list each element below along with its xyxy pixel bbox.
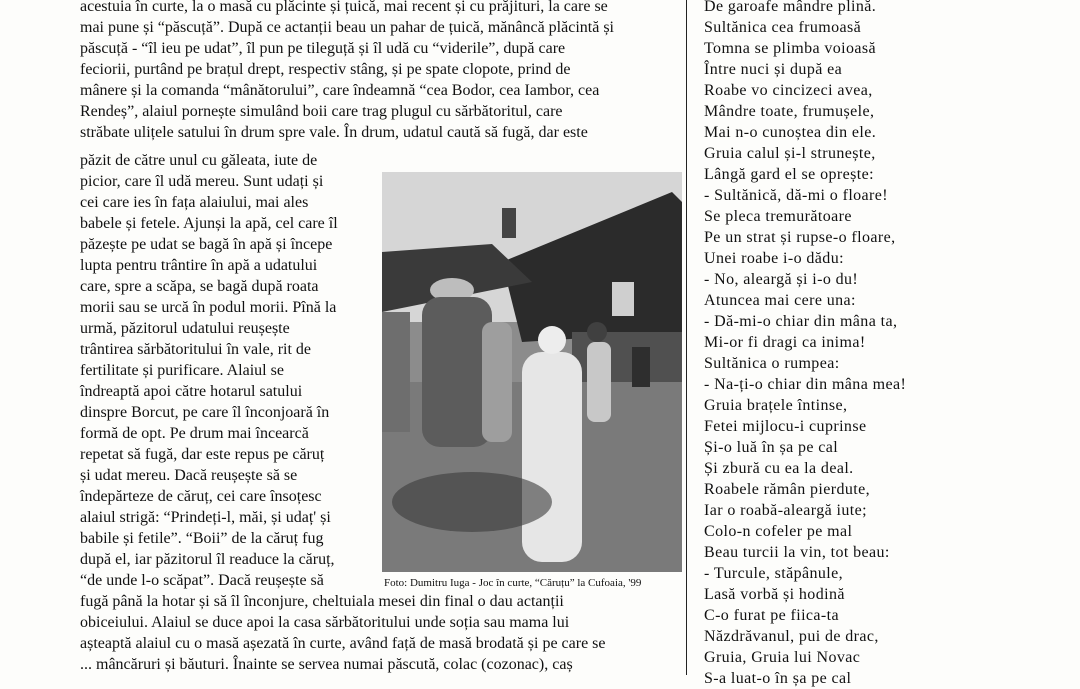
article-line: fertilitate și purificare. Alaiul se xyxy=(80,362,284,379)
article-line: dinspre Borcut, pe care îl înconjoară în xyxy=(80,404,330,421)
photo xyxy=(382,172,682,572)
article-line: fugă până la hotar și să îl înconjure, cheltuiala mesei din final o dau actanții xyxy=(80,593,564,610)
poem-line: Între nuci și după ea xyxy=(704,61,843,78)
article-line: care, spre a scăpa, se bagă după roata xyxy=(80,278,319,295)
article-line: repetat să fugă, dar este repus pe căruț xyxy=(80,446,325,463)
article-line: așteaptă alaiul cu o masă așezată în curte, având față de masă brodată și pe care se xyxy=(80,635,606,652)
poem-line: Lângă gard el se oprește: xyxy=(704,166,874,183)
poem-line: Roabe vo cincizeci avea, xyxy=(704,82,873,99)
article-line: obiceiului. Alaiul se duce apoi la casa sărbătoritului unde soția sau mama lui xyxy=(80,614,570,631)
poem-line: Și zbură cu ea la deal. xyxy=(704,460,854,477)
article-line: lupta pentru trântire în apă a udatului xyxy=(80,257,318,274)
article-line: feciorii, purtând pe brațul drept, respectiv stâng, și pe spate clopote, prind de xyxy=(80,61,571,78)
poem-line: Sultănica cea frumoasă xyxy=(704,19,862,36)
poem-line: Beau turcii la vin, tot beau: xyxy=(704,544,890,561)
photo-folk-dance-courtyard xyxy=(382,172,682,572)
poem-line: Gruia, Gruia lui Novac xyxy=(704,649,861,666)
article-line: formă de opt. Pe drum mai încearcă xyxy=(80,425,309,442)
poem-line: Lasă vorbă și hodină xyxy=(704,586,845,603)
article-line: Rendeș”, alaiul pornește simulând boii care trag plugul cu sărbătoritul, care xyxy=(80,103,563,120)
article-line: ... mâncăruri și băuturi. Înainte se servea numai păscută, colac (cozonac), caș xyxy=(80,656,573,673)
poem-line: Atuncea mai cere una: xyxy=(704,292,856,309)
poem-line: Gruia calul și-l strunește, xyxy=(704,145,876,162)
article-line: cei care ies în fața alaiului, mai ales xyxy=(80,194,309,211)
article-line: străbate ulițele satului în drum spre vale. În drum, udatul caută să fugă, dar este xyxy=(80,124,588,141)
article-line: după el, iar păzitorul îl readuce la căruț, xyxy=(80,551,335,568)
poem-line: - Sultănică, dă-mi o floare! xyxy=(704,187,889,204)
poem-line: - Dă-mi-o chiar din mâna ta, xyxy=(704,313,898,330)
article-line: păzește pe udat se bagă în apă și începe xyxy=(80,236,333,253)
article-line: păscuță - “îl ieu pe udat”, îl pun pe tileguță și îl udă cu “viderile”, după care xyxy=(80,40,566,57)
article-line: alaiul strigă: “Prindeți-l, măi, și udaț' și xyxy=(80,509,331,526)
poem-line: Iar o roabă-aleargă iute; xyxy=(704,502,867,519)
poem-line: Mi-or fi dragi ca inima! xyxy=(704,334,866,351)
article-line: babele și fetele. Ajunși la apă, cel care îl xyxy=(80,215,338,232)
photo-caption: Foto: Dumitru Iuga - Joc în curte, “Căruțu” la Cufoaia, '99 xyxy=(384,577,642,589)
poem-line: De garoafe mândre plină. xyxy=(704,0,877,15)
article-line: “de unde l-o scăpat”. Dacă reușește să xyxy=(80,572,324,589)
poem-line: Tomna se plimba voioasă xyxy=(704,40,877,57)
poem-line: Sultănica o rumpea: xyxy=(704,355,840,372)
column-rule xyxy=(686,0,687,675)
article-line: morii sau se urcă în podul morii. Pînă la xyxy=(80,299,337,316)
poem-line: Fetei mijlocu-i cuprinse xyxy=(704,418,867,435)
article-line: îndreaptă apoi către hotarul satului xyxy=(80,383,303,400)
poem-line: Mai n-o cunoștea din ele. xyxy=(704,124,877,141)
article-line: păzit de către unul cu găleata, iute de xyxy=(80,152,318,169)
article-line: babile și fetile”. “Boii” de la căruț fug xyxy=(80,530,324,547)
article-line: mânere și la comanda “mânătorului”, care îndeamnă “cea Bodor, cea Iambor, cea xyxy=(80,82,600,99)
poem-line: S-a luat-o în șa pe cal xyxy=(704,670,852,687)
poem-line: Năzdrăvanul, pui de drac, xyxy=(704,628,879,645)
poem-line: - Na-ți-o chiar din mâna mea! xyxy=(704,376,907,393)
poem-line: - Turcule, stăpânule, xyxy=(704,565,844,582)
article-line: îndepărteze de căruț, cei care însoțesc xyxy=(80,488,322,505)
article-line: trântirea sărbătoritului în vale, rit de xyxy=(80,341,312,358)
article-line: acestuia în curte, la o masă cu plăcinte și țuică, mai recent și cu prăjituri, la care se xyxy=(80,0,608,15)
poem-line: Unei roabe i-o dădu: xyxy=(704,250,844,267)
article-line: picior, care îl udă mereu. Sunt udați și xyxy=(80,173,324,190)
article-line: urmă, păzitorul udatului reușește xyxy=(80,320,290,337)
poem-line: Roabele rămân pierdute, xyxy=(704,481,871,498)
poem-line: Mândre toate, frumușele, xyxy=(704,103,875,120)
poem-line: Se pleca tremurătoare xyxy=(704,208,852,225)
poem-line: C-o furat pe fiica-ta xyxy=(704,607,840,624)
article-line: și udat mereu. Dacă reușește să se xyxy=(80,467,298,484)
poem-line: - No, aleargă și i-o du! xyxy=(704,271,859,288)
article-line: mai pune și “păscuță”. După ce actanții beau un pahar de țuică, mănâncă plăcintă și xyxy=(80,19,614,36)
poem-line: Și-o luă în șa pe cal xyxy=(704,439,839,456)
poem-line: Gruia brațele întinse, xyxy=(704,397,848,414)
poem-line: Pe un strat și rupse-o floare, xyxy=(704,229,896,246)
poem-line: Colo-n cofeler pe mal xyxy=(704,523,853,540)
